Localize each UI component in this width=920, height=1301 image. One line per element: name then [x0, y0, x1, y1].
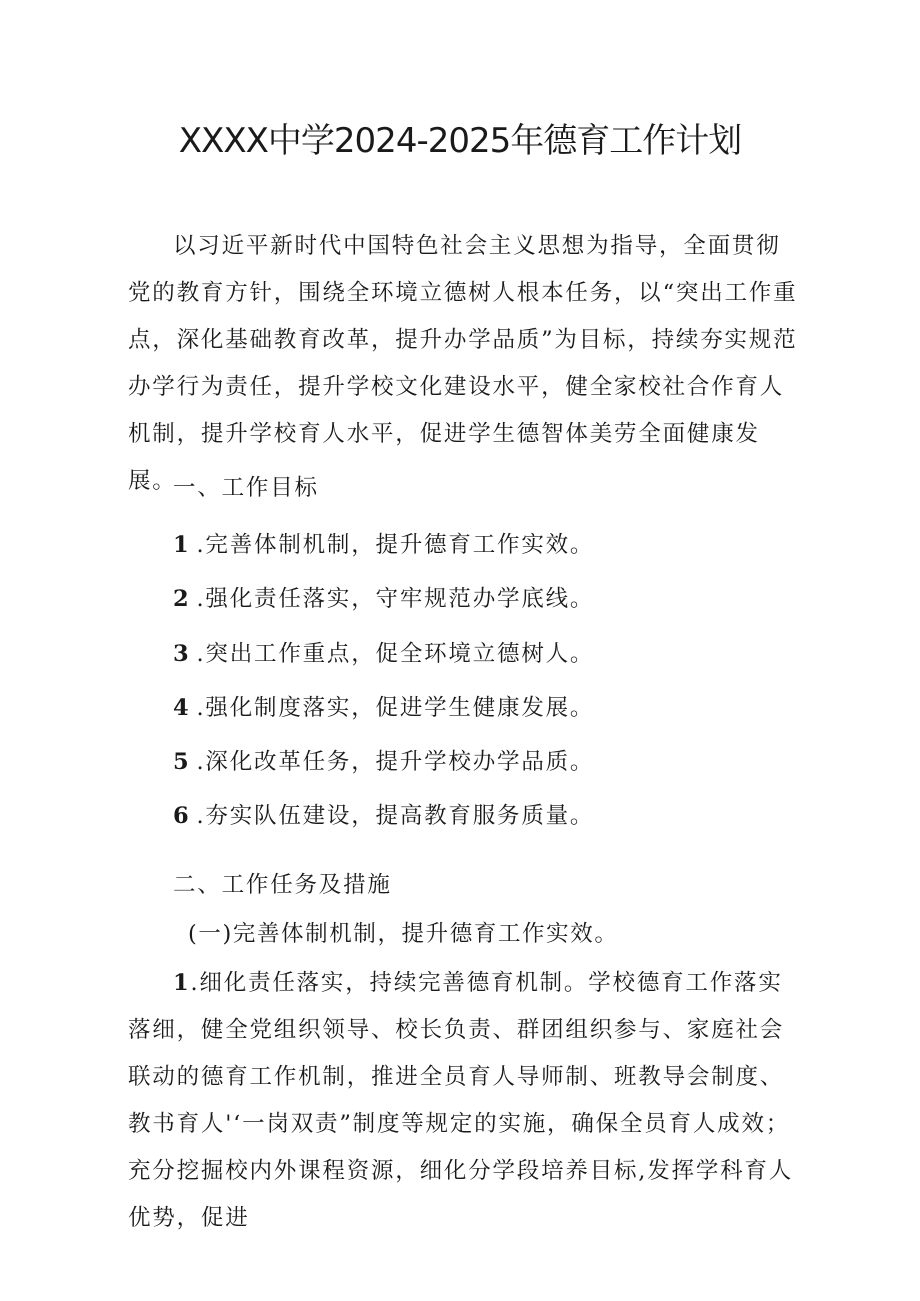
goal-number: 4	[173, 694, 191, 721]
goal-text: .突出工作重点，促全环境立德树人。	[196, 640, 595, 667]
goal-item	[173, 522, 793, 576]
goal-number: 5	[173, 749, 191, 776]
goal-number: 1	[173, 532, 191, 558]
section-heading-tasks: 二、工作任务及措施	[173, 872, 392, 898]
goal-text: .完善体制机制，提升德育工作实效。	[196, 532, 595, 558]
goal-item	[173, 685, 793, 739]
document-title: XXXX中学2024-2025年德育工作计划	[178, 121, 742, 161]
goal-item	[173, 793, 793, 847]
goal-item	[173, 576, 793, 630]
goal-number: 3	[173, 640, 191, 667]
task-text: .细化责任落实，持续完善德育机制。学校德育工作落实落细，健全党组织领导、校长负责、群团组织参与、家庭社会联动的德育工作机制，推进全员育人导师制、班教导会制度、教书育人'‘一岗双责”制度等规定的实施，确保全员育人成效；充分挖掘校内外课程资源，细化分学段培养目标,发挥学科育人优势，促进	[128, 970, 794, 1231]
task-number: 1	[173, 970, 191, 996]
goal-number: 6	[173, 803, 191, 830]
goal-item	[173, 739, 793, 793]
sub-heading: (一)完善体制机制，提升德育工作实效。	[188, 921, 619, 947]
goal-item	[173, 631, 793, 685]
goal-text: .深化改革任务，提升学校办学品质。	[196, 749, 595, 776]
intro-paragraph: 以习近平新时代中国特色社会主义思想为指导，全面贯彻党的教育方针，围绕全环境立德树人根本任务，以“突出工作重点，深化基础教育改革，提升办学品质”为目标，持续夯实规范办学行为责任，提升学校文化建设水平，健全家校社合作育人机制，提升学校育人水平，促进学生德智体美劳全面健康发展。	[128, 233, 798, 494]
goal-number: 2	[173, 586, 191, 613]
goal-text: .强化制度落实，促进学生健康发展。	[196, 694, 595, 721]
task-paragraph	[128, 960, 798, 1242]
goal-text: .夯实队伍建设，提高教育服务质量。	[196, 803, 595, 830]
goal-list	[173, 522, 793, 848]
section-heading-goals: 一、工作目标	[173, 475, 319, 501]
goal-text: .强化责任落实，守牢规范办学底线。	[196, 586, 595, 613]
